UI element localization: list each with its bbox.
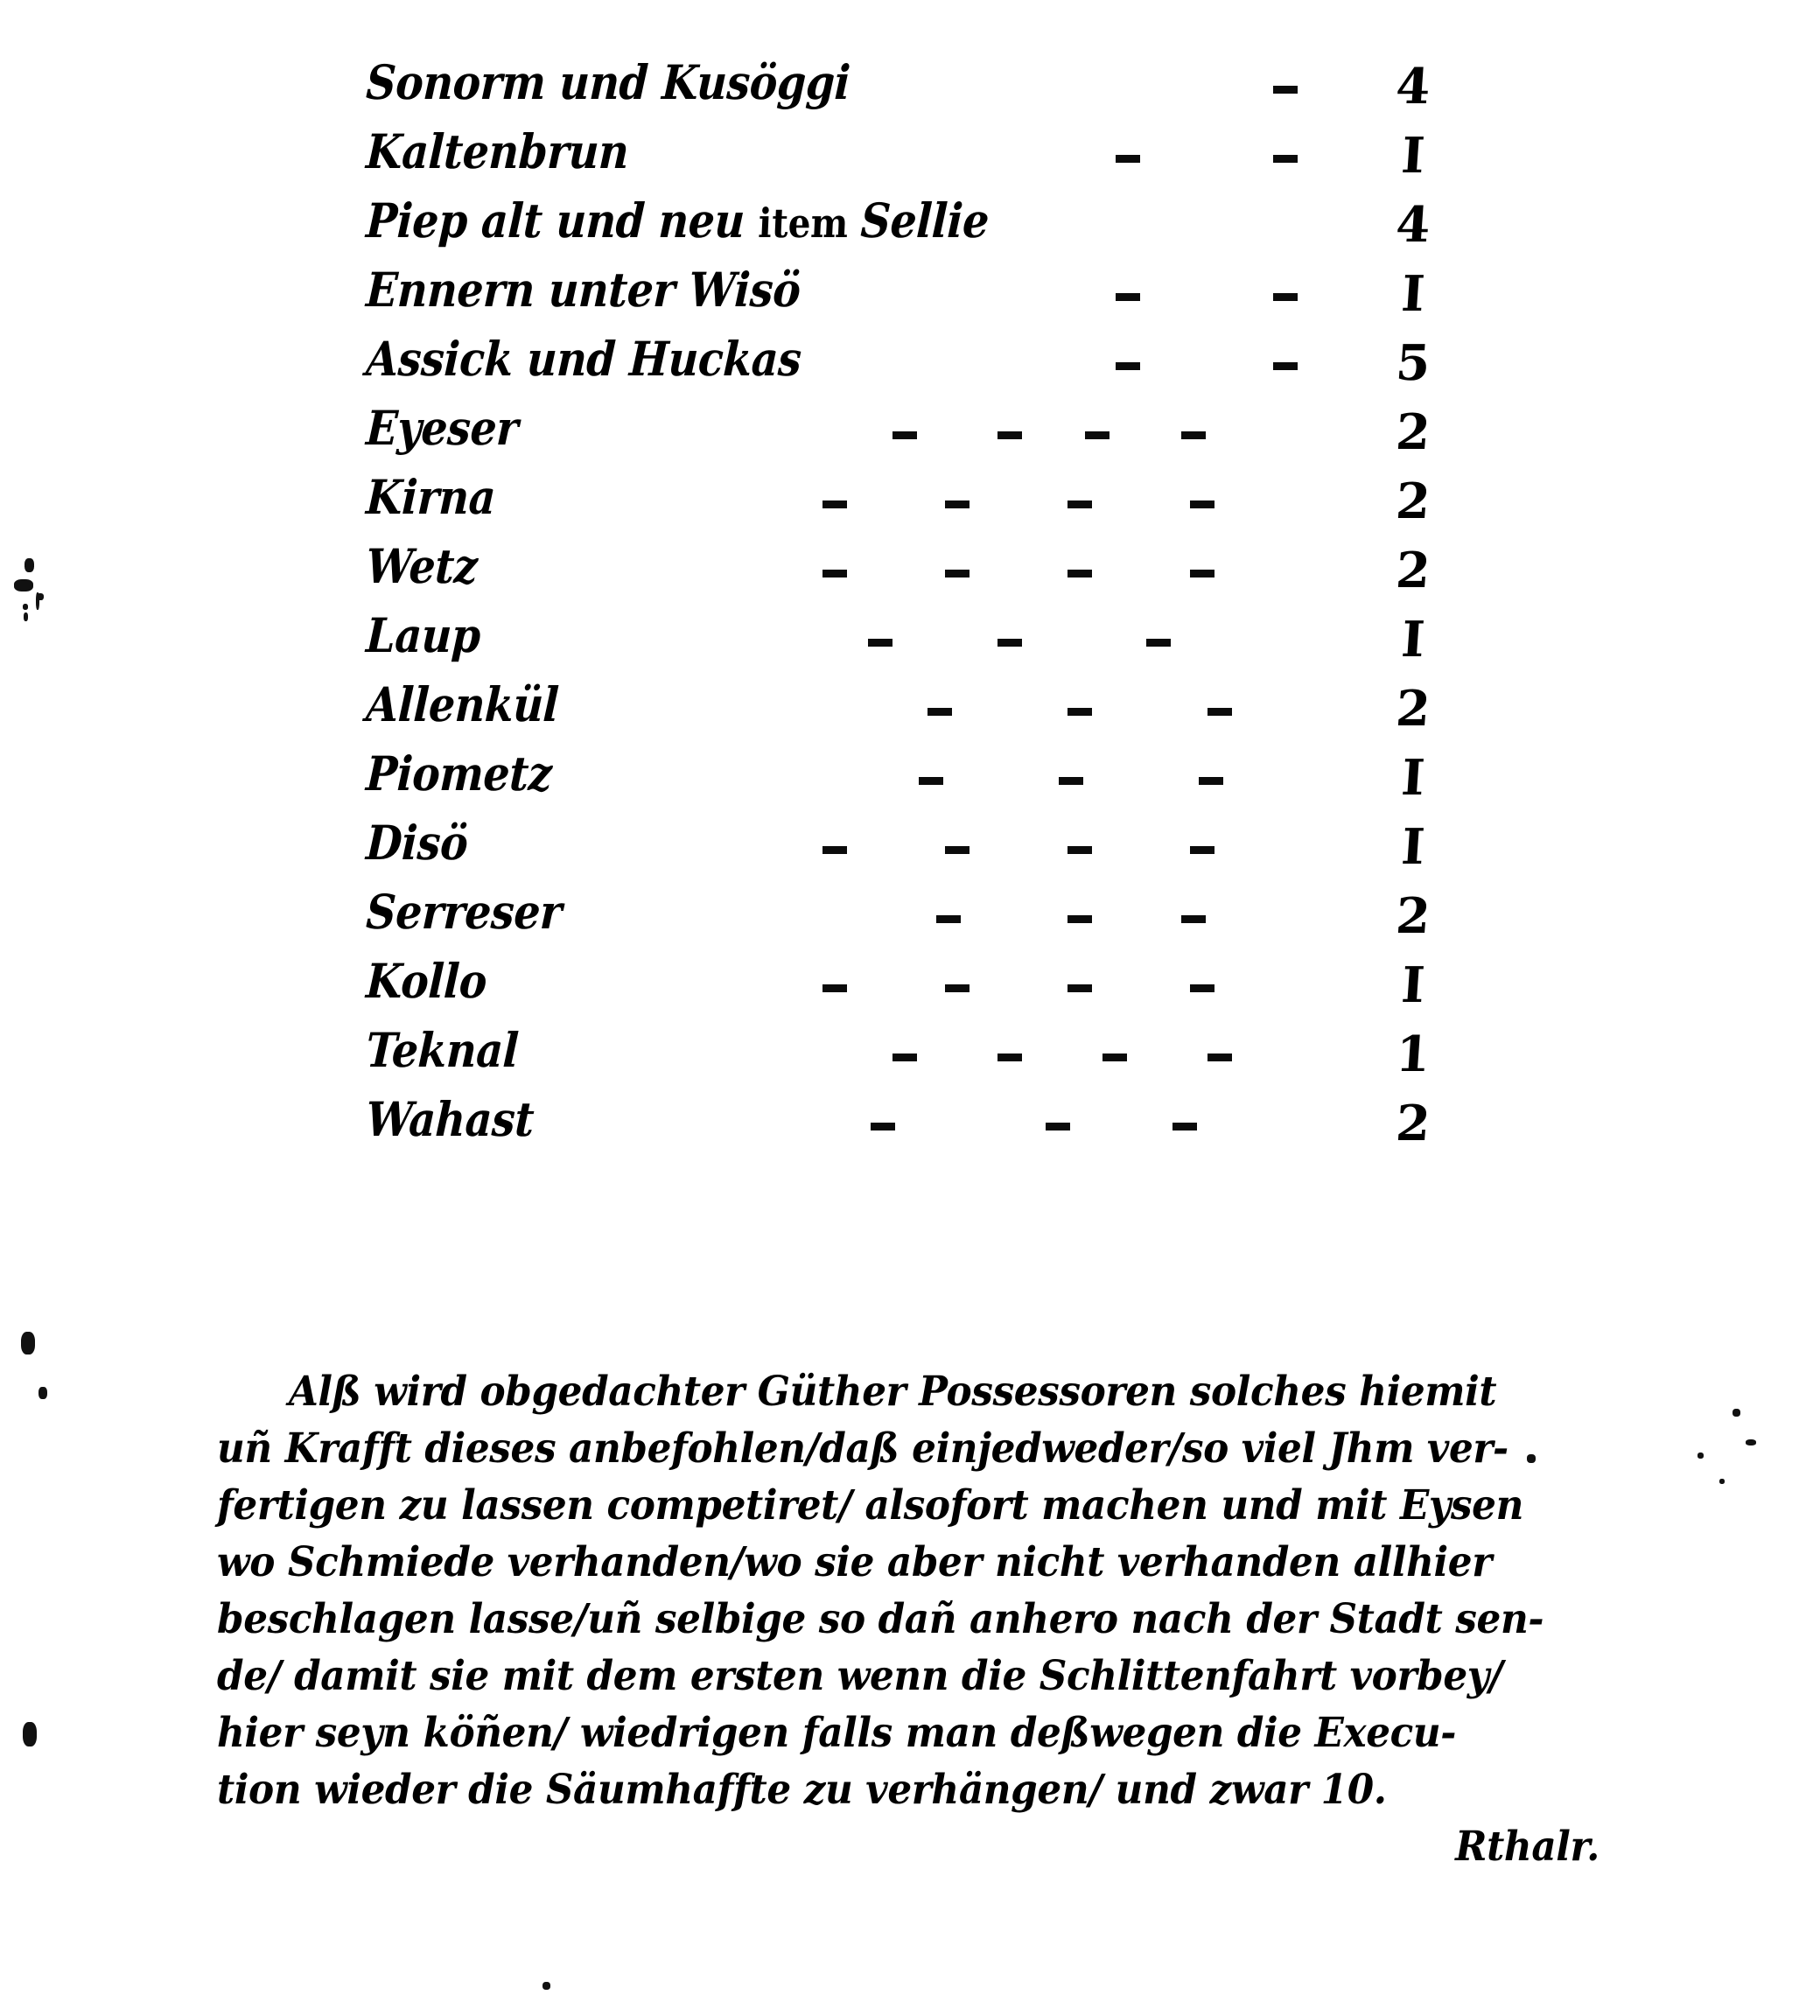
leader-dash <box>1273 293 1298 301</box>
leader-dash <box>1116 293 1140 301</box>
leader-dash <box>1273 155 1298 163</box>
proclamation-line: fertigen zu lassen competiret/ alsofort machen und mit Eysen <box>217 1481 1524 1530</box>
leader-dash <box>1068 984 1092 992</box>
scan-speck <box>1719 1479 1725 1484</box>
leader-dash <box>1190 846 1214 854</box>
leader-dash <box>1068 500 1092 508</box>
estate-name-compound <box>365 192 990 249</box>
estate-list-row <box>365 1022 1452 1091</box>
estate-list-row <box>365 884 1452 953</box>
leader-dash <box>1068 570 1092 578</box>
leader-dash <box>1208 708 1232 716</box>
proclamation-line: Alß wird obgedachter Güther Possessoren solches hiemit <box>288 1368 1497 1416</box>
leader-dots <box>368 1022 1452 1091</box>
estate-name: Kollo <box>365 953 488 1009</box>
leader-dash <box>1068 708 1092 716</box>
leader-dash <box>822 846 847 854</box>
proclamation-line: beschlagen lasse/uñ selbige so dañ anhero nach der Stadt sen- <box>217 1595 1544 1643</box>
proclamation-line: de/ damit sie mit dem ersten wenn die Schlittenfahrt vorbey/ <box>217 1652 1503 1700</box>
leader-dash <box>1068 915 1092 923</box>
estate-list <box>365 54 1452 1160</box>
estate-list-row <box>365 331 1452 400</box>
estate-list-row <box>365 469 1452 538</box>
scan-speck <box>542 1982 550 1990</box>
leader-dash <box>1068 846 1092 854</box>
leader-dots <box>368 400 1452 469</box>
estate-name: Eyeser <box>365 400 520 456</box>
leader-dash <box>1208 1054 1232 1061</box>
proclamation-paragraph <box>217 1363 1600 1875</box>
estate-list-row <box>365 54 1452 123</box>
scan-speck <box>24 558 34 572</box>
leader-dash <box>1116 362 1140 370</box>
scan-speck <box>1732 1409 1740 1417</box>
leader-dash <box>1046 1123 1070 1130</box>
leader-dash <box>871 1123 895 1130</box>
leader-dash <box>998 431 1022 439</box>
leader-dash <box>822 500 847 508</box>
leader-dots <box>368 469 1452 538</box>
estate-list-row <box>365 262 1452 331</box>
estate-quantity: 2 <box>1394 403 1432 461</box>
estate-list-row <box>365 953 1452 1022</box>
estate-list-row <box>365 123 1452 192</box>
estate-quantity: 2 <box>1394 542 1432 599</box>
estate-name: Sonorm und Kusöggi <box>365 54 851 110</box>
scan-speck <box>14 579 33 592</box>
leader-dash <box>998 639 1022 647</box>
estate-name-head: Piep alt und neu <box>365 192 760 248</box>
estate-quantity: I <box>1399 956 1427 1014</box>
estate-quantity: I <box>1399 127 1427 185</box>
estate-list-row <box>365 815 1452 884</box>
scan-speck <box>23 1722 37 1746</box>
estate-quantity: 2 <box>1394 887 1432 945</box>
leader-dash <box>822 570 847 578</box>
proclamation-line: wo Schmiede verhanden/wo sie aber nicht verhanden allhier <box>217 1538 1492 1586</box>
proclamation-line: hier seyn köñen/ wiedrigen falls man deßwegen die Execu- <box>217 1709 1457 1757</box>
proclamation-closing: Rthalr. <box>1455 1823 1600 1871</box>
scan-speck <box>36 592 39 610</box>
estate-quantity: I <box>1399 265 1427 323</box>
estate-name: Wahast <box>365 1091 536 1147</box>
scan-speck <box>24 612 28 621</box>
estate-name: Disö <box>365 815 469 871</box>
estate-list-row <box>365 607 1452 676</box>
estate-list-row <box>365 746 1452 815</box>
leader-dash <box>1181 915 1206 923</box>
estate-quantity: I <box>1399 749 1427 807</box>
estate-name: Teknal <box>365 1022 520 1078</box>
estate-quantity: I <box>1399 818 1427 876</box>
leader-dash <box>945 570 970 578</box>
estate-quantity: 4 <box>1394 58 1432 116</box>
leader-dash <box>1199 777 1223 785</box>
leader-dash <box>1102 1054 1127 1061</box>
estate-quantity: 5 <box>1394 334 1432 392</box>
leader-dash <box>1190 984 1214 992</box>
estate-quantity: I <box>1399 611 1427 668</box>
estate-name: Piometz <box>365 746 553 802</box>
leader-dash <box>945 500 970 508</box>
scan-speck <box>38 1387 47 1399</box>
leader-dash <box>1116 155 1140 163</box>
estate-quantity: 4 <box>1394 196 1432 254</box>
estate-list-row <box>365 538 1452 607</box>
leader-dots <box>368 953 1452 1022</box>
leader-dash <box>945 984 970 992</box>
scan-speck <box>1527 1454 1536 1463</box>
leader-dash <box>1146 639 1171 647</box>
estate-quantity: 1 <box>1394 1026 1432 1083</box>
leader-dash <box>998 1054 1022 1061</box>
leader-dash <box>868 639 892 647</box>
estate-quantity: 2 <box>1394 680 1432 738</box>
leader-dash <box>1172 1123 1197 1130</box>
estate-name: Ennern unter Wisö <box>365 262 802 318</box>
estate-quantity: 2 <box>1394 472 1432 530</box>
leader-dash <box>1273 362 1298 370</box>
estate-name: Allenkül <box>365 676 560 732</box>
leader-dash <box>892 431 917 439</box>
estate-list-row <box>365 400 1452 469</box>
estate-list-row <box>365 192 1452 262</box>
leader-dash <box>1190 500 1214 508</box>
estate-name-tail: Sellie <box>859 192 990 248</box>
estate-name: Serreser <box>365 884 564 940</box>
leader-dots <box>368 607 1452 676</box>
leader-dash <box>1190 570 1214 578</box>
leader-dash <box>1059 777 1083 785</box>
scan-speck <box>21 1332 35 1354</box>
leader-dots <box>368 538 1452 607</box>
scan-speck <box>1746 1439 1756 1446</box>
leader-dash <box>919 777 943 785</box>
leader-dash <box>1181 431 1206 439</box>
estate-name: Laup <box>365 607 482 663</box>
estate-list-row <box>365 1091 1452 1160</box>
scan-speck <box>1698 1452 1704 1459</box>
proclamation-line: uñ Krafft dieses anbefohlen/daß einjedweder/so viel Jhm ver- <box>217 1424 1508 1473</box>
estate-quantity: 2 <box>1394 1095 1432 1152</box>
estate-name-roman-word: item <box>757 200 862 247</box>
estate-name: Kirna <box>365 469 497 525</box>
leader-dash <box>892 1054 917 1061</box>
leader-dash <box>1273 86 1298 94</box>
scan-speck <box>23 604 28 610</box>
leader-dash <box>936 915 961 923</box>
leader-dash <box>1085 431 1110 439</box>
leader-dash <box>945 846 970 854</box>
proclamation-line: tion wieder die Säumhaffte zu verhängen/ und zwar 10. <box>217 1766 1387 1814</box>
leader-dash <box>928 708 952 716</box>
leader-dots <box>368 815 1452 884</box>
estate-name: Kaltenbrun <box>365 123 630 179</box>
estate-name: Assick und Huckas <box>365 331 803 387</box>
leader-dash <box>822 984 847 992</box>
estate-name: Wetz <box>365 538 479 594</box>
estate-list-row <box>365 676 1452 746</box>
